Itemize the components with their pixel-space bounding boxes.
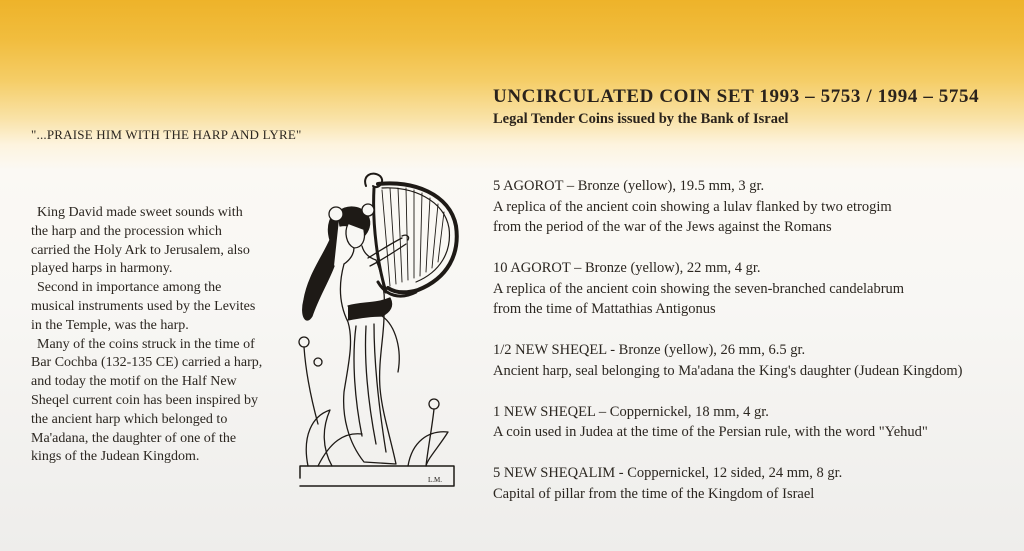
- coin-entry: [493, 340, 1018, 381]
- coin-list: [493, 176, 1018, 525]
- coin-spec: 1/2 NEW SHEQEL - Bronze (yellow), 26 mm, 6.5 gr.: [493, 342, 806, 358]
- page-subtitle: Legal Tender Coins issued by the Bank of Israel: [493, 111, 789, 127]
- harp-frame: [378, 183, 457, 292]
- artist-signature: L.M.: [428, 476, 442, 484]
- story-paragraph: King David made sweet sounds with the harp and the procession which carried the Holy Ark to Jerusalem, also played harps in harmony.: [31, 205, 250, 277]
- king-david-story: [31, 204, 263, 467]
- coin-description: Ancient harp, seal belonging to Ma'adana the King's daughter (Judean Kingdom): [493, 362, 963, 379]
- coin-spec: 10 AGOROT – Bronze (yellow), 22 mm, 4 gr.: [493, 260, 761, 276]
- coin-description: A replica of the ancient coin showing a lulav flanked by two etrogim: [493, 198, 892, 215]
- coin-entry: [493, 463, 1018, 504]
- coin-entry: [493, 176, 1018, 238]
- coin-description: Capital of pillar from the time of the Kingdom of Israel: [493, 485, 815, 502]
- coin-description: from the time of Mattathias Antigonus: [493, 301, 716, 317]
- coin-description: from the period of the war of the Jews against the Romans: [493, 219, 832, 235]
- story-paragraph: Many of the coins struck in the time of Bar Cochba (132-135 CE) carried a harp, and today the motif on the Half New Sheqel current coin has been inspired by the ancient harp which belonged to Ma'adana, the daughter of one of the kings of the Judean Kingdom.: [31, 336, 263, 465]
- story-paragraph: Second in importance among the musical instruments used by the Levites in the Temple, was the harp.: [31, 280, 256, 333]
- coin-spec: 5 NEW SHEQALIM - Coppernickel, 12 sided, 24 mm, 8 gr.: [493, 465, 843, 481]
- coin-spec: 1 NEW SHEQEL – Coppernickel, 18 mm, 4 gr.: [493, 403, 769, 420]
- flowing-hair: [303, 210, 340, 320]
- page-title: UNCIRCULATED COIN SET 1993 – 5753 / 1994 – 5754: [493, 86, 980, 107]
- coin-entry: [493, 402, 1018, 443]
- woman-playing-harp-illustration: [278, 166, 463, 492]
- title-block: [493, 86, 979, 128]
- harp-quote: "...PRAISE HIM WITH THE HARP AND LYRE": [31, 127, 302, 142]
- coin-description: A replica of the ancient coin showing the seven-branched candelabrum: [493, 280, 905, 297]
- harp-column: [374, 188, 386, 292]
- dress: [341, 260, 396, 464]
- coin-entry: [493, 258, 1018, 320]
- coin-description: A coin used in Judea at the time of the Persian rule, with the word "Yehud": [493, 424, 928, 440]
- coin-spec: 5 AGOROT – Bronze (yellow), 19.5 mm, 3 gr.: [493, 178, 765, 194]
